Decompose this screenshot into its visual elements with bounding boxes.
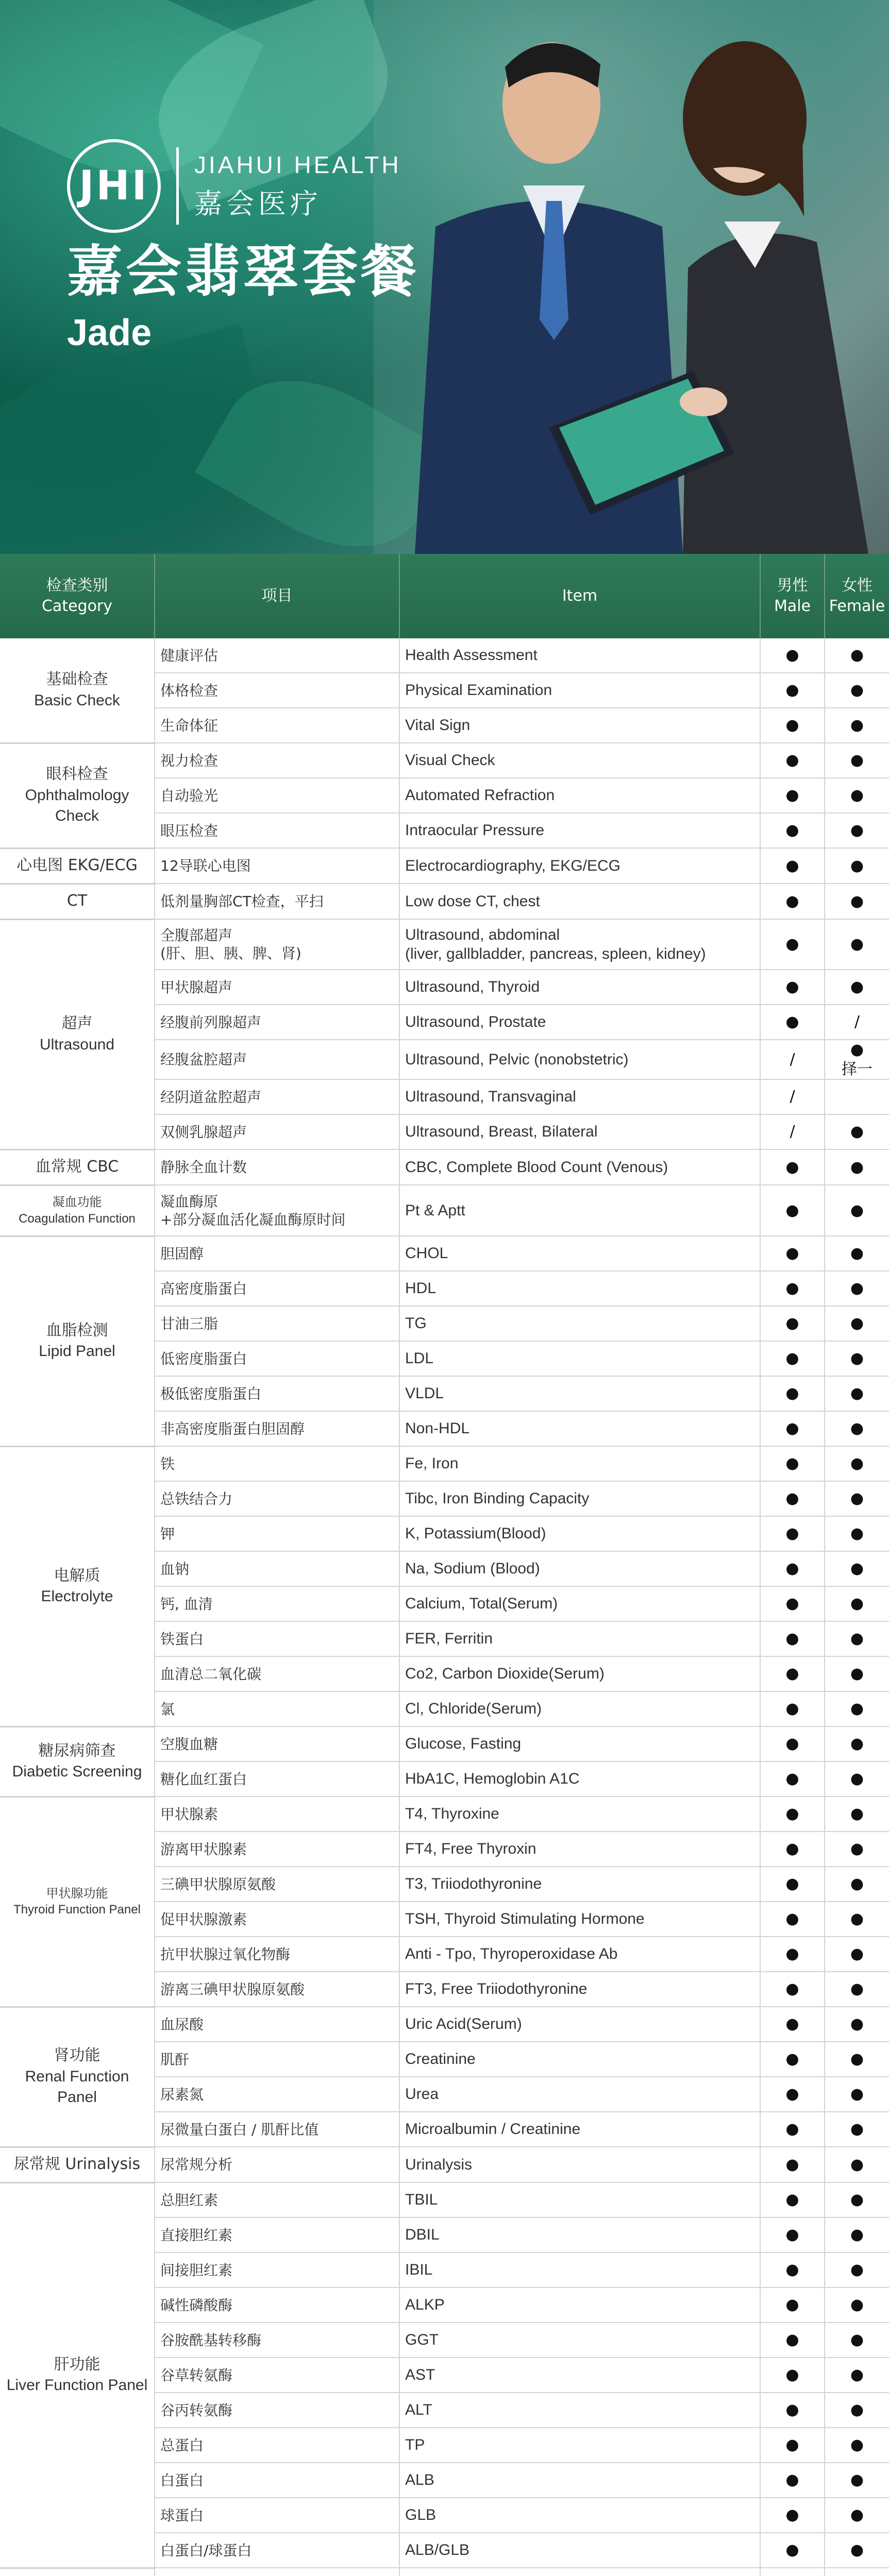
category-name-en: Electrolyte xyxy=(41,1588,113,1605)
category-name-en: Coagulation Function xyxy=(19,1211,136,1226)
item-name-en: TP xyxy=(399,2428,760,2463)
item-name-en: TSH, Thyroid Stimulating Hormone xyxy=(399,1902,760,1937)
item-name-cn: 铁 xyxy=(155,1446,399,1481)
category-name-cn: 甲状腺功能 xyxy=(46,1886,108,1901)
item-name-en: Physical Examination xyxy=(399,673,760,708)
female-availability: ● xyxy=(825,1341,889,1376)
male-availability: ● xyxy=(760,673,825,708)
item-name-en: Urinalysis xyxy=(399,2147,760,2182)
item-name-cn: 血尿酸 xyxy=(155,2007,399,2042)
female-availability: ● xyxy=(825,2007,889,2042)
category-name-cn: 超声 xyxy=(61,1014,93,1032)
item-name-cn: 体格检查 xyxy=(155,673,399,708)
item-name-en: Ultrasound, Prostate xyxy=(399,1005,760,1040)
male-availability: ● xyxy=(760,1761,825,1797)
category-name-en: Ultrasound xyxy=(39,1036,115,1053)
category-cell xyxy=(0,743,155,848)
male-availability: ● xyxy=(760,1376,825,1411)
female-availability xyxy=(825,1079,889,1114)
male-availability: ● xyxy=(760,1446,825,1481)
item-name-cn: 肌酐 xyxy=(155,2042,399,2077)
item-name-cn: 谷胺酰基转移酶 xyxy=(155,2323,399,2358)
male-availability: ● xyxy=(760,2358,825,2393)
category-name-cn: 血常规 CBC xyxy=(35,1158,119,1176)
female-availability: ● xyxy=(825,1691,889,1726)
female-availability: ● xyxy=(825,673,889,708)
item-name-cn: 12导联心电图 xyxy=(155,848,399,884)
female-availability: ● xyxy=(825,1516,889,1551)
item-name-en: Microalbumin / Creatinine xyxy=(399,2112,760,2147)
male-availability xyxy=(760,2568,825,2576)
brand-name xyxy=(194,151,401,222)
item-name-en: T3, Triiodothyronine xyxy=(399,1867,760,1902)
category-cell xyxy=(0,1797,155,2007)
table-row xyxy=(0,638,889,673)
female-availability: ● xyxy=(825,2428,889,2463)
category-cell xyxy=(0,919,155,1149)
category-name-cn: CT xyxy=(66,892,88,910)
category-cell xyxy=(0,1726,155,1797)
male-availability: ● xyxy=(760,1656,825,1691)
item-name-cn: 眼压检查 xyxy=(155,813,399,848)
category-name-en: Liver Function Panel xyxy=(6,2377,148,2394)
male-availability: ● xyxy=(760,970,825,1005)
female-availability: ● 择一 xyxy=(825,1040,889,1079)
female-availability: ● xyxy=(825,2077,889,2112)
female-availability: ● xyxy=(825,1656,889,1691)
female-availability: ● xyxy=(825,778,889,813)
female-availability: ● xyxy=(825,1902,889,1937)
category-name-cn: 心电图 EKG/ECG xyxy=(16,856,138,875)
item-name-cn: 经腹盆腔超声 xyxy=(155,1040,399,1079)
item-name-en: Health Assessment xyxy=(399,638,760,673)
male-availability: ● xyxy=(760,1797,825,1832)
table-row xyxy=(0,1726,889,1761)
female-availability: ● xyxy=(825,2358,889,2393)
female-availability: ● xyxy=(825,1832,889,1867)
business-people-illustration xyxy=(374,0,889,554)
category-name-en: Ophthalmology Check xyxy=(25,786,129,825)
item-name-cn: 谷丙转氨酶 xyxy=(155,2393,399,2428)
item-name-en: LDL xyxy=(399,1341,760,1376)
male-availability: ● xyxy=(760,1621,825,1656)
male-availability: ● xyxy=(760,813,825,848)
male-availability: ● xyxy=(760,1516,825,1551)
category-cell xyxy=(0,2568,155,2576)
table-row xyxy=(0,2007,889,2042)
male-availability: ● xyxy=(760,743,825,778)
female-availability: ● xyxy=(825,2147,889,2182)
item-name-en: Pt & Aptt xyxy=(399,1185,760,1236)
male-availability: ● xyxy=(760,2463,825,2498)
item-name-cn: 血钠 xyxy=(155,1551,399,1586)
item-name-cn: 非高密度脂蛋白胆固醇 xyxy=(155,1411,399,1446)
item-name-en: Ultrasound, Pelvic (nonobstetric) xyxy=(399,1040,760,1079)
male-availability: ● xyxy=(760,2323,825,2358)
item-name-cn: 双侧乳腺超声 xyxy=(155,1114,399,1149)
female-availability: ● xyxy=(825,708,889,743)
item-name-cn: 总铁结合力 xyxy=(155,1481,399,1516)
female-availability: ● xyxy=(825,2287,889,2323)
male-availability: ● xyxy=(760,1341,825,1376)
category-name-cn: 眼科检查 xyxy=(46,765,108,784)
item-name-en: Calcium, Total(Serum) xyxy=(399,1586,760,1621)
item-name-cn: 铁蛋白 xyxy=(155,1621,399,1656)
male-availability: ● xyxy=(760,638,825,673)
item-name-en: Fe, Iron xyxy=(399,1446,760,1481)
item-name-cn: 生命体征 xyxy=(155,708,399,743)
female-availability: ● xyxy=(825,1376,889,1411)
male-availability: ● xyxy=(760,2498,825,2533)
item-name-en: Visual Check xyxy=(399,743,760,778)
category-name-en: Renal Function Panel xyxy=(25,2067,129,2106)
item-name-cn: 白蛋白/球蛋白 xyxy=(155,2533,399,2568)
male-availability: ● xyxy=(760,2287,825,2323)
item-name-en: Low dose CT, chest xyxy=(399,884,760,919)
item-name-en: HbA1C, Hemoglobin A1C xyxy=(399,1761,760,1797)
item-name-cn: 碱性磷酸酶 xyxy=(155,2287,399,2323)
male-availability: ● xyxy=(760,2077,825,2112)
table-row xyxy=(0,2147,889,2182)
item-name-en: ALKP xyxy=(399,2287,760,2323)
female-availability: ● xyxy=(825,1761,889,1797)
item-name-en: TG xyxy=(399,1306,760,1341)
male-availability: ● xyxy=(760,1149,825,1185)
female-availability: ● xyxy=(825,1867,889,1902)
item-name-cn: 钙, 血清 xyxy=(155,1586,399,1621)
category-name-cn: 凝血功能 xyxy=(52,1195,102,1210)
item-name-en: FT3, Free Triiodothyronine xyxy=(399,1972,760,2007)
item-name-cn: 空腹血糖 xyxy=(155,1726,399,1761)
female-availability: ● xyxy=(825,970,889,1005)
item-name-cn: 白蛋白 xyxy=(155,2463,399,2498)
male-availability: ● xyxy=(760,708,825,743)
female-availability xyxy=(825,2568,889,2576)
female-availability: ● xyxy=(825,2393,889,2428)
category-name-cn: 尿常规 Urinalysis xyxy=(13,2155,141,2174)
female-availability: ● xyxy=(825,1446,889,1481)
item-name-en xyxy=(399,2568,760,2576)
female-availability: ● xyxy=(825,1411,889,1446)
item-name-cn: 静脉全血计数 xyxy=(155,1149,399,1185)
item-name-en: IBIL xyxy=(399,2252,760,2287)
category-name-cn: 肾功能 xyxy=(54,2046,100,2065)
female-availability: ● xyxy=(825,1797,889,1832)
package-items-table xyxy=(0,554,889,2576)
item-name-cn: 极低密度脂蛋白 xyxy=(155,1376,399,1411)
male-availability: ● xyxy=(760,1937,825,1972)
male-availability: ● xyxy=(760,1185,825,1236)
item-name-en: Ultrasound, Transvaginal xyxy=(399,1079,760,1114)
item-name-en: K, Potassium(Blood) xyxy=(399,1516,760,1551)
male-availability: ● xyxy=(760,1411,825,1446)
male-availability: ● xyxy=(760,2428,825,2463)
header-female: 女性 Female xyxy=(825,554,889,638)
female-availability: ● xyxy=(825,2323,889,2358)
table-row xyxy=(0,2182,889,2217)
item-name-en: Na, Sodium (Blood) xyxy=(399,1551,760,1586)
header-item-en: Item xyxy=(399,554,760,638)
item-name-cn: 间接胆红素 xyxy=(155,2252,399,2287)
male-availability: ● xyxy=(760,1586,825,1621)
category-name-cn: 基础检查 xyxy=(46,670,108,689)
female-availability: ● xyxy=(825,848,889,884)
female-availability: ● xyxy=(825,919,889,970)
item-name-en: Glucose, Fasting xyxy=(399,1726,760,1761)
male-availability: ● xyxy=(760,2042,825,2077)
item-name-cn xyxy=(155,2568,399,2576)
logo-divider xyxy=(176,147,179,225)
item-name-cn: 总胆红素 xyxy=(155,2182,399,2217)
female-availability: ● xyxy=(825,1586,889,1621)
category-name-en: Lipid Panel xyxy=(39,1343,115,1360)
female-availability: ● xyxy=(825,2498,889,2533)
item-name-cn: 全腹部超声 (肝、胆、胰、脾、肾) xyxy=(155,919,399,970)
header-male: 男性 Male xyxy=(760,554,825,638)
item-name-en: ALB xyxy=(399,2463,760,2498)
item-name-en: Ultrasound, Thyroid xyxy=(399,970,760,1005)
female-availability: ● xyxy=(825,1481,889,1516)
female-availability: ● xyxy=(825,1306,889,1341)
female-availability: ● xyxy=(825,2533,889,2568)
item-name-cn: 促甲状腺激素 xyxy=(155,1902,399,1937)
female-availability: ● xyxy=(825,1185,889,1236)
male-availability: ● xyxy=(760,919,825,970)
male-availability: ● xyxy=(760,1972,825,2007)
item-name-cn: 胆固醇 xyxy=(155,1236,399,1271)
item-name-cn: 高密度脂蛋白 xyxy=(155,1271,399,1306)
table-row xyxy=(0,1236,889,1271)
male-availability: ● xyxy=(760,1271,825,1306)
male-availability: / xyxy=(760,1040,825,1079)
category-cell xyxy=(0,638,155,743)
header-category: 检查类别 Category xyxy=(0,554,155,638)
category-cell xyxy=(0,1149,155,1185)
male-availability: / xyxy=(760,1114,825,1149)
item-name-en: TBIL xyxy=(399,2182,760,2217)
item-name-cn: 低密度脂蛋白 xyxy=(155,1341,399,1376)
table-row xyxy=(0,919,889,970)
category-name-cn: 肝功能 xyxy=(54,2355,100,2374)
item-name-en: Vital Sign xyxy=(399,708,760,743)
female-availability: ● xyxy=(825,1726,889,1761)
table-row xyxy=(0,2568,889,2576)
item-name-en: AST xyxy=(399,2358,760,2393)
item-name-cn: 氯 xyxy=(155,1691,399,1726)
female-availability: ● xyxy=(825,884,889,919)
male-availability: ● xyxy=(760,1832,825,1867)
table-row xyxy=(0,884,889,919)
category-name-cn: 血脂检测 xyxy=(46,1321,108,1340)
item-name-cn: 直接胆红素 xyxy=(155,2217,399,2252)
item-name-en: DBIL xyxy=(399,2217,760,2252)
item-name-cn: 钾 xyxy=(155,1516,399,1551)
female-availability: ● xyxy=(825,2463,889,2498)
male-availability: ● xyxy=(760,1551,825,1586)
item-name-cn: 游离甲状腺素 xyxy=(155,1832,399,1867)
package-subtitle: Jade xyxy=(67,312,152,353)
item-name-cn: 尿素氮 xyxy=(155,2077,399,2112)
item-name-en: ALT xyxy=(399,2393,760,2428)
item-name-cn: 甘油三脂 xyxy=(155,1306,399,1341)
female-availability: ● xyxy=(825,1271,889,1306)
male-availability: ● xyxy=(760,1306,825,1341)
item-name-en: Electrocardiography, EKG/ECG xyxy=(399,848,760,884)
item-name-cn: 谷草转氨酶 xyxy=(155,2358,399,2393)
item-name-cn: 自动验光 xyxy=(155,778,399,813)
item-name-en: Ultrasound, Breast, Bilateral xyxy=(399,1114,760,1149)
table-row xyxy=(0,1185,889,1236)
table-row xyxy=(0,743,889,778)
logo-mark-icon: JHI xyxy=(67,139,161,233)
male-availability: ● xyxy=(760,1691,825,1726)
female-availability: / xyxy=(825,1005,889,1040)
item-name-cn: 健康评估 xyxy=(155,638,399,673)
item-name-en: GGT xyxy=(399,2323,760,2358)
category-cell xyxy=(0,1446,155,1726)
category-cell xyxy=(0,2007,155,2147)
female-availability: ● xyxy=(825,1621,889,1656)
male-availability: ● xyxy=(760,2533,825,2568)
male-availability: ● xyxy=(760,1902,825,1937)
header-item-cn: 项目 xyxy=(155,554,399,638)
item-name-cn: 甲状腺超声 xyxy=(155,970,399,1005)
male-availability: / xyxy=(760,1079,825,1114)
item-name-cn: 甲状腺素 xyxy=(155,1797,399,1832)
item-name-en: FER, Ferritin xyxy=(399,1621,760,1656)
item-name-en: HDL xyxy=(399,1271,760,1306)
table-row xyxy=(0,1797,889,1832)
item-name-en: T4, Thyroxine xyxy=(399,1797,760,1832)
table-row xyxy=(0,848,889,884)
table-body xyxy=(0,638,889,2576)
category-name-en: Thyroid Function Panel xyxy=(13,1903,141,1917)
category-cell xyxy=(0,2182,155,2568)
item-name-cn: 尿常规分析 xyxy=(155,2147,399,2182)
female-availability: ● xyxy=(825,1114,889,1149)
item-name-cn: 总蛋白 xyxy=(155,2428,399,2463)
item-name-en: Creatinine xyxy=(399,2042,760,2077)
male-availability: ● xyxy=(760,1236,825,1271)
brand-name-cn: 嘉会医疗 xyxy=(194,187,322,220)
item-name-cn: 低剂量胸部CT检查，平扫 xyxy=(155,884,399,919)
male-availability: ● xyxy=(760,2007,825,2042)
male-availability: ● xyxy=(760,2182,825,2217)
item-name-en: Non-HDL xyxy=(399,1411,760,1446)
item-name-cn: 糖化血红蛋白 xyxy=(155,1761,399,1797)
category-cell xyxy=(0,848,155,884)
female-availability: ● xyxy=(825,1149,889,1185)
category-name-cn: 电解质 xyxy=(54,1566,100,1585)
category-name-en: Basic Check xyxy=(34,691,120,709)
male-availability: ● xyxy=(760,1481,825,1516)
male-availability: ● xyxy=(760,778,825,813)
item-name-en: CHOL xyxy=(399,1236,760,1271)
male-availability: ● xyxy=(760,2252,825,2287)
table-row xyxy=(0,1446,889,1481)
female-availability: ● xyxy=(825,2112,889,2147)
item-name-cn: 血清总二氧化碳 xyxy=(155,1656,399,1691)
item-name-en: GLB xyxy=(399,2498,760,2533)
item-name-en: Tibc, Iron Binding Capacity xyxy=(399,1481,760,1516)
item-name-en: Uric Acid(Serum) xyxy=(399,2007,760,2042)
male-availability: ● xyxy=(760,848,825,884)
category-name-cn: 糖尿病筛查 xyxy=(38,1741,116,1760)
category-cell xyxy=(0,1236,155,1446)
item-name-en: ALB/GLB xyxy=(399,2533,760,2568)
female-availability: ● xyxy=(825,2042,889,2077)
female-availability: ● xyxy=(825,813,889,848)
female-availability: ● xyxy=(825,743,889,778)
item-name-en: VLDL xyxy=(399,1376,760,1411)
category-name-en: Diabetic Screening xyxy=(12,1763,142,1780)
item-name-cn: 经腹前列腺超声 xyxy=(155,1005,399,1040)
female-availability: ● xyxy=(825,638,889,673)
item-name-en: FT4, Free Thyroxin xyxy=(399,1832,760,1867)
package-title: 嘉会翡翠套餐 xyxy=(67,240,420,304)
male-availability: ● xyxy=(760,1005,825,1040)
item-name-cn: 视力检查 xyxy=(155,743,399,778)
female-availability: ● xyxy=(825,2182,889,2217)
female-availability: ● xyxy=(825,2217,889,2252)
female-availability: ● xyxy=(825,2252,889,2287)
item-name-en: Cl, Chloride(Serum) xyxy=(399,1691,760,1726)
item-name-en: Intraocular Pressure xyxy=(399,813,760,848)
item-name-en: Anti - Tpo, Thyroperoxidase Ab xyxy=(399,1937,760,1972)
item-name-en: Ultrasound, abdominal (liver, gallbladder, pancreas, spleen, kidney) xyxy=(399,919,760,970)
item-name-cn: 球蛋白 xyxy=(155,2498,399,2533)
item-name-cn: 凝血酶原 +部分凝血活化凝血酶原时间 xyxy=(155,1185,399,1236)
brand-name-en: JIAHUI HEALTH xyxy=(194,151,401,178)
category-cell xyxy=(0,2147,155,2182)
male-availability: ● xyxy=(760,1726,825,1761)
male-availability: ● xyxy=(760,2112,825,2147)
item-name-cn: 经阴道盆腔超声 xyxy=(155,1079,399,1114)
male-availability: ● xyxy=(760,2217,825,2252)
female-availability: ● xyxy=(825,1236,889,1271)
table-header-row xyxy=(0,554,889,638)
table-row xyxy=(0,1149,889,1185)
female-availability: ● xyxy=(825,1551,889,1586)
male-availability: ● xyxy=(760,2393,825,2428)
female-availability: ● xyxy=(825,1972,889,2007)
male-availability: ● xyxy=(760,1867,825,1902)
female-availability: ● xyxy=(825,1937,889,1972)
item-name-cn: 抗甲状腺过氧化物酶 xyxy=(155,1937,399,1972)
item-name-cn: 三碘甲状腺原氨酸 xyxy=(155,1867,399,1902)
category-cell xyxy=(0,1185,155,1236)
category-cell xyxy=(0,884,155,919)
item-name-cn: 游离三碘甲状腺原氨酸 xyxy=(155,1972,399,2007)
item-name-en: Automated Refraction xyxy=(399,778,760,813)
item-name-en: Urea xyxy=(399,2077,760,2112)
male-availability: ● xyxy=(760,2147,825,2182)
male-availability: ● xyxy=(760,884,825,919)
brand-logo xyxy=(67,139,401,233)
item-name-en: CBC, Complete Blood Count (Venous) xyxy=(399,1149,760,1185)
item-name-cn: 尿微量白蛋白 / 肌酐比值 xyxy=(155,2112,399,2147)
item-name-en: Co2, Carbon Dioxide(Serum) xyxy=(399,1656,760,1691)
hero-banner xyxy=(0,0,889,554)
